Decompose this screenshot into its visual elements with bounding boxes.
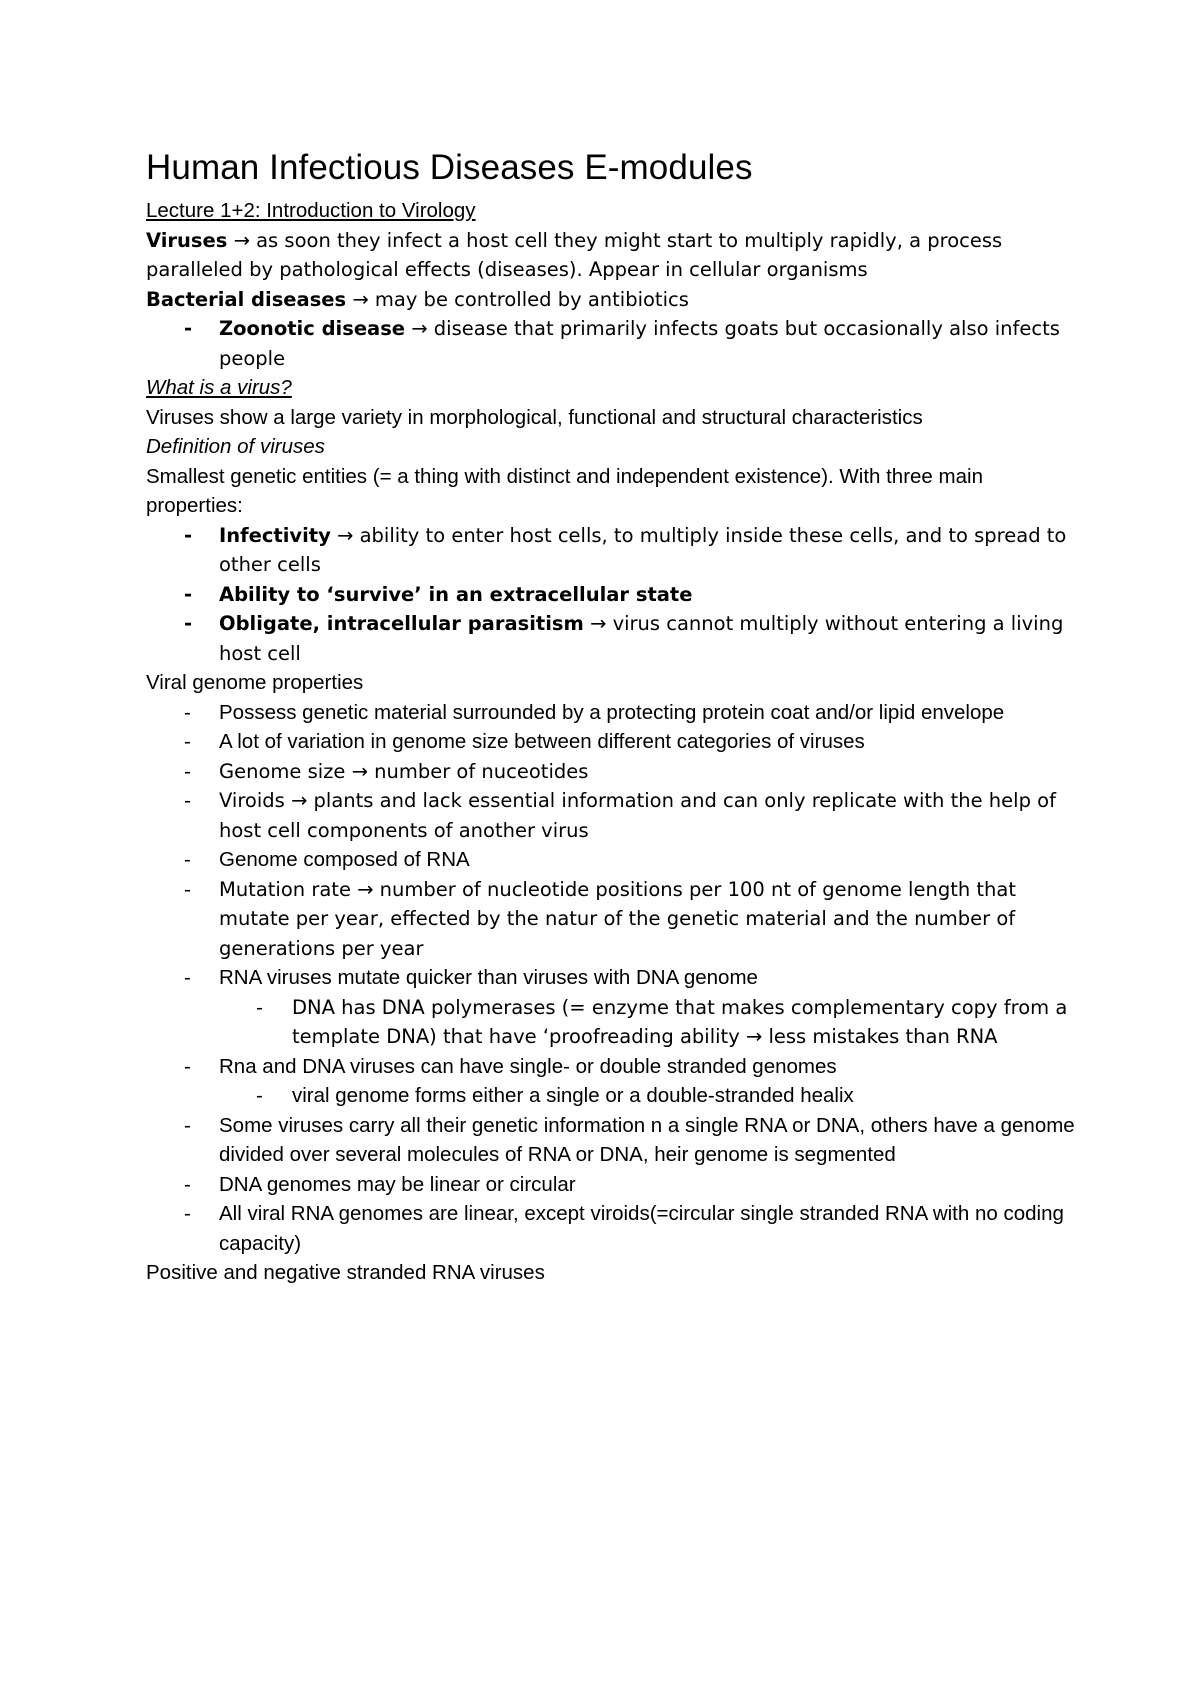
document-title: Human Infectious Diseases E-modules bbox=[146, 148, 753, 187]
genome-item-text: viral genome forms either a single or a double-stranded healix bbox=[292, 1084, 854, 1107]
genome-list-item bbox=[146, 1170, 1076, 1200]
property-term: Ability to ‘survive’ in an extracellular state bbox=[219, 582, 693, 606]
property-term: Obligate, intracellular parasitism bbox=[219, 612, 584, 635]
genome-list-item bbox=[146, 845, 1076, 875]
bullet-dash: - bbox=[184, 789, 192, 812]
bacterial-paragraph bbox=[146, 285, 1076, 315]
genome-item-text: Possess genetic material surrounded by a protecting protein coat and/or lipid envelope bbox=[219, 700, 1005, 724]
lecture-heading: Lecture 1+2: Introduction to Virology bbox=[146, 199, 476, 222]
genome-heading: Viral genome properties bbox=[146, 671, 364, 694]
zoonotic-term: Zoonotic disease bbox=[219, 317, 406, 340]
bacterial-term: Bacterial diseases bbox=[146, 287, 347, 311]
viruses-term: Viruses bbox=[146, 228, 228, 252]
property-term: Infectivity bbox=[219, 523, 331, 547]
rna-viruses-heading: Positive and negative stranded RNA viruses bbox=[146, 1261, 545, 1284]
genome-item-text: Rna and DNA viruses can have single- or double stranded genomes bbox=[219, 1054, 837, 1078]
property-text: → virus cannot multiply without entering a living host cell bbox=[219, 612, 1064, 665]
genome-list-item bbox=[146, 1052, 1076, 1082]
genome-item-text: Some viruses carry all their genetic information n a single RNA or DNA, others have a genome divided over several molecules of RNA or DNA, heir genome is segmented bbox=[219, 1113, 1075, 1166]
genome-item-text: Genome composed of RNA bbox=[219, 848, 470, 871]
bullet-dash: - bbox=[256, 995, 264, 1019]
property-list-item bbox=[146, 521, 1076, 580]
genome-list-item bbox=[146, 875, 1076, 964]
genome-item-text: Genome size → number of nuceotides bbox=[219, 759, 589, 783]
viruses-text: → as soon they infect a host cell they might start to multiply rapidly, a process paralleled by pathological effects (diseases). Appear in cellular organisms bbox=[146, 228, 1003, 281]
genome-list-item bbox=[146, 698, 1076, 728]
bullet-dash: - bbox=[184, 1172, 191, 1196]
definition-paragraph: Smallest genetic entities (= a thing with distinct and independent existence). With three main properties: bbox=[146, 464, 983, 517]
zoonotic-text: → disease that primarily infects goats but occasionally also infects people bbox=[219, 317, 1060, 370]
bullet-dash: - bbox=[184, 582, 193, 606]
bullet-dash: - bbox=[184, 1113, 191, 1137]
genome-sub-list-item bbox=[146, 993, 1076, 1052]
property-text: → ability to enter host cells, to multiply inside these cells, and to spread to other cells bbox=[219, 523, 1067, 576]
bullet-dash: - bbox=[184, 966, 191, 989]
bullet-dash: - bbox=[184, 1054, 191, 1078]
genome-sub-list-item bbox=[146, 1081, 1076, 1111]
bacterial-text: → may be controlled by antibiotics bbox=[346, 287, 689, 311]
property-list-item bbox=[146, 609, 1076, 668]
genome-item-text: DNA has DNA polymerases (= enzyme that makes complementary copy from a template DNA) that have ‘proofreading ability → less mistakes than RNA bbox=[292, 995, 1068, 1048]
genome-item-text: Viroids → plants and lack essential information and can only replicate with the help of host cell components of another virus bbox=[219, 789, 1056, 842]
bullet-dash: - bbox=[184, 317, 193, 340]
bullet-dash: - bbox=[184, 523, 193, 547]
bullet-dash: - bbox=[184, 759, 192, 783]
bullet-dash: - bbox=[256, 1084, 263, 1107]
genome-item-text: Mutation rate → number of nucleotide positions per 100 nt of genome length that mutate per year, effected by the natur of the genetic material and the number of generations per year bbox=[219, 877, 1017, 960]
bullet-dash: - bbox=[184, 700, 191, 724]
genome-list-item bbox=[146, 1111, 1076, 1170]
genome-item-text: All viral RNA genomes are linear, except viroids(=circular single stranded RNA with no coding capacity) bbox=[219, 1202, 1064, 1255]
genome-list-item bbox=[146, 963, 1076, 993]
zoonotic-list-item bbox=[146, 314, 1076, 373]
viruses-paragraph bbox=[146, 226, 1076, 285]
definition-heading: Definition of viruses bbox=[146, 435, 325, 458]
genome-item-text: DNA genomes may be linear or circular bbox=[219, 1172, 576, 1196]
property-list-item bbox=[146, 580, 1076, 610]
bullet-dash: - bbox=[184, 1202, 191, 1225]
bullet-dash: - bbox=[184, 848, 191, 871]
genome-item-text: A lot of variation in genome size between different categories of viruses bbox=[219, 730, 865, 753]
genome-item-text: RNA viruses mutate quicker than viruses with DNA genome bbox=[219, 966, 758, 989]
bullet-dash: - bbox=[184, 612, 193, 635]
what-is-virus-heading: What is a virus? bbox=[146, 376, 292, 399]
bullet-dash: - bbox=[184, 877, 192, 901]
genome-list-item bbox=[146, 757, 1076, 787]
variety-paragraph: Viruses show a large variety in morphological, functional and structural characteristics bbox=[146, 405, 923, 429]
bullet-dash: - bbox=[184, 730, 191, 753]
genome-list-item bbox=[146, 727, 1076, 757]
genome-list-item bbox=[146, 1199, 1076, 1258]
genome-list-item bbox=[146, 786, 1076, 845]
document-body bbox=[146, 146, 1076, 1288]
